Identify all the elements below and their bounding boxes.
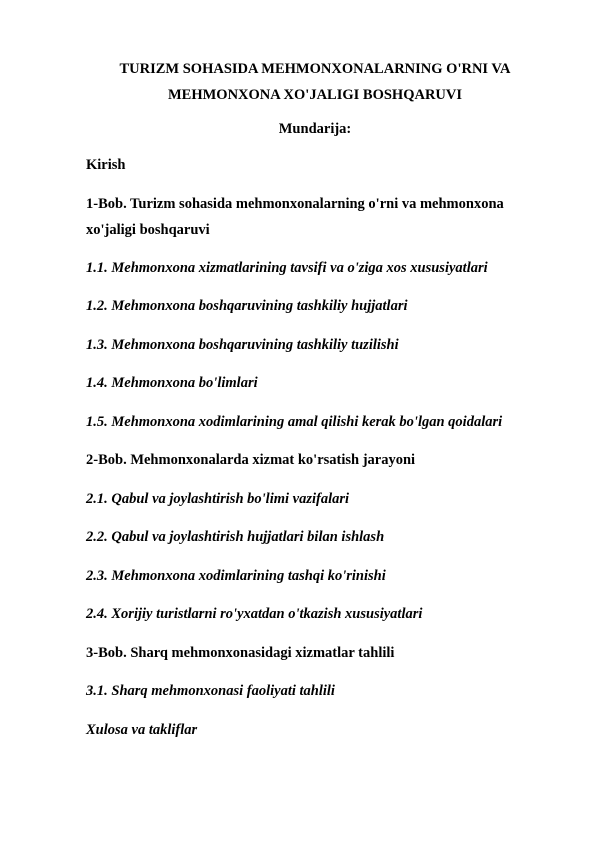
toc-item: 3-Bob. Sharq mehmonxonasidagi xizmatlar tahlili (86, 644, 395, 661)
toc-item: Kirish (86, 157, 126, 173)
toc-item: 1.2. Mehmonxona boshqaruvining tashkiliy hujjatlari (86, 298, 408, 314)
toc-item: 1.1. Mehmonxona xizmatlarining tavsifi va o'ziga xos xususiyatlari (86, 259, 488, 276)
toc-item: 1.4. Mehmonxona bo'limlari (86, 375, 258, 391)
toc-item: 2.1. Qabul va joylashtirish bo'limi vazifalari (86, 490, 350, 507)
toc-heading: Mundarija: (278, 121, 352, 137)
toc-item: 2.4. Xorijiy turistlarni ro'yxatdan o'tkazish xususiyatlari (86, 606, 423, 622)
toc-item: 3.1. Sharq mehmonxonasi faoliyati tahlili (86, 683, 335, 699)
toc-item: 2-Bob. Mehmonxonalarda xizmat ko'rsatish jarayoni (86, 452, 416, 468)
document-title: TURIZM SOHASIDA MEHMONXONALARNING O'RNI VA MEHMONXONA XO'JALIGI BOSHQARUVI (119, 61, 511, 103)
toc-item: 1-Bob. Turizm sohasida mehmonxonalarning o'rni va mehmonxona xo'jaligi boshqaruvi (86, 195, 504, 238)
toc-item: 2.2. Qabul va joylashtirish hujjatlari bilan ishlash (86, 529, 385, 545)
toc-item: 2.3. Mehmonxona xodimlarining tashqi ko'rinishi (86, 567, 386, 584)
table-of-contents (86, 155, 556, 758)
toc-item: 1.3. Mehmonxona boshqaruvining tashkiliy tuzilishi (86, 336, 399, 353)
toc-item: Xulosa va takliflar (86, 721, 198, 738)
toc-item: 1.5. Mehmonxona xodimlarining amal qilishi kerak bo'lgan qoidalari (86, 413, 503, 430)
